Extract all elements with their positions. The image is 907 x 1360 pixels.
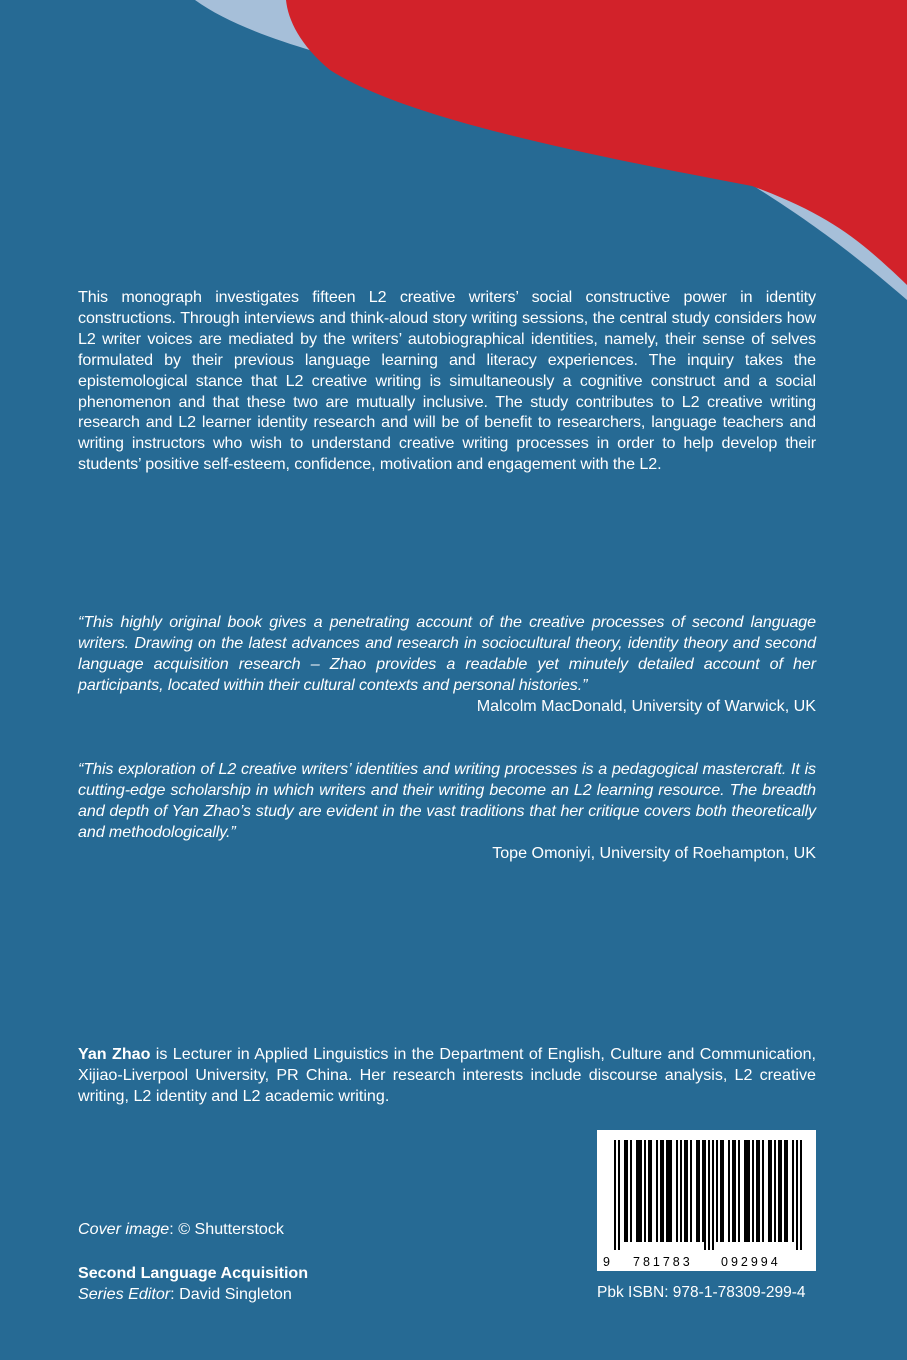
barcode-bar [722,1140,724,1242]
endorsement-1-attribution: Malcolm MacDonald, University of Warwick, UK [476,696,816,715]
series-editor-value: : David Singleton [170,1284,292,1303]
barcode-bar [614,1140,616,1250]
barcode-bar [712,1140,714,1250]
endorsement-1-text: “This highly original book gives a penetrating account of the creative processes of second language writers. Drawing on the latest advances and research in sociocultural theory, identity theory and second language acquisition research – Zhao provides a readable yet minutely detailed account of her participants, located within their cultural contexts and personal histories.” [78,613,816,694]
barcode-bar [630,1140,632,1242]
barcode-bar [768,1140,770,1242]
barcode-bar [800,1140,802,1250]
barcode-bar [708,1140,710,1250]
series-editor-label: Series Editor [78,1284,171,1303]
barcode-lead-digit: 9 [603,1255,610,1269]
barcode-bars [597,1130,816,1271]
barcode-bar [778,1140,780,1242]
barcode-group-2: 092994 [721,1255,781,1269]
barcode-bar [686,1140,688,1242]
barcode-bar [796,1140,798,1250]
barcode-bar [650,1140,652,1242]
barcode-bar [738,1140,740,1242]
author-bio-text: is Lecturer in Applied Linguistics in the Department of English, Culture and Communication, Xijiao-Liverpool University, PR China. Her research interests include discourse analysis, L2 creative writing, L2 identity and L2 academic writing. [78,1045,816,1105]
cover-credit-label: Cover image [78,1220,170,1238]
decorative-swoosh [0,0,907,300]
endorsement-2 [78,759,816,864]
barcode-bar [720,1140,722,1242]
barcode-bar [698,1140,700,1242]
barcode-bar [780,1140,782,1242]
series-name: Second Language Acquisition [78,1264,309,1282]
book-description: This monograph investigates fifteen L2 creative writers’ social constructive power in identity constructions. Through interviews and think-aloud story writing sessions, the central study considers how L2 writer voices are mediated by the writers’ autobiographical identities, namely, their sense of selves formulated by their previous language learning and literacy experiences. The inquiry takes the epistemological stance that L2 creative writing is simultaneously a cognitive construct and a social phenomenon and that these two are mutually inclusive. The study contributes to L2 creative writing research and L2 learner identity research and will be of benefit to researchers, language teachers and writing instructors who wish to understand creative writing processes in order to help develop their students’ positive self-esteem, confidence, motivation and engagement with the L2. [78,288,816,474]
barcode-bar [728,1140,730,1242]
barcode-bar [618,1140,620,1250]
barcode-bar [690,1140,692,1242]
barcode-bar [676,1140,678,1242]
barcode-bar [762,1140,764,1242]
barcode-bar [668,1140,670,1242]
barcode-bar [784,1140,786,1242]
endorsement-2-attribution: Tope Omoniyi, University of Roehampton, UK [492,843,816,862]
barcode-bar [636,1140,638,1242]
barcode-bar [758,1140,760,1242]
cover-credit [78,1220,284,1239]
cover-credit-value: : © Shutterstock [169,1220,284,1238]
barcode-bar [644,1140,646,1242]
endorsement-1 [78,612,816,717]
barcode-bar [770,1140,772,1242]
barcode-bar [662,1140,664,1242]
barcode-group-1: 781783 [633,1255,693,1269]
barcode-bar [626,1140,628,1242]
barcode-bar [744,1140,746,1242]
barcode-bar [648,1140,650,1242]
barcode-bar [680,1140,682,1242]
barcode-bar [734,1140,736,1242]
barcode-bar [756,1140,758,1242]
barcode-bar [792,1140,794,1242]
barcode-bar [670,1140,672,1242]
barcode-bar [752,1140,754,1242]
barcode-bar [684,1140,686,1242]
barcode-bar [704,1140,706,1250]
barcode-bar [656,1140,658,1242]
barcode-bar [748,1140,750,1242]
isbn: Pbk ISBN: 978-1-78309-299-4 [597,1284,806,1301]
barcode-bar [696,1140,698,1242]
barcode-bar [638,1140,640,1242]
barcode-bar [786,1140,788,1242]
barcode-bar [732,1140,734,1242]
barcode [597,1130,816,1271]
author-name: Yan Zhao [78,1045,151,1063]
barcode-bar [702,1140,704,1242]
barcode-bar [716,1140,718,1242]
series-info [78,1263,308,1305]
series-editor [78,1285,292,1303]
endorsement-2-text: “This exploration of L2 creative writers’ identities and writing processes is a pedagogical mastercraft. It is cutting-edge scholarship in which writers and their writing become an L2 learning resource. The breadth and depth of Yan Zhao’s study are evident in the vast traditions that her critique covers both theoretically and methodologically.” [78,760,816,841]
barcode-bar [746,1140,748,1242]
barcode-bar [660,1140,662,1242]
red-speech-bubble [286,0,907,285]
barcode-bar [666,1140,668,1242]
barcode-bar [774,1140,776,1242]
barcode-bar [624,1140,626,1242]
author-bio [78,1044,816,1107]
barcode-bar [640,1140,642,1242]
